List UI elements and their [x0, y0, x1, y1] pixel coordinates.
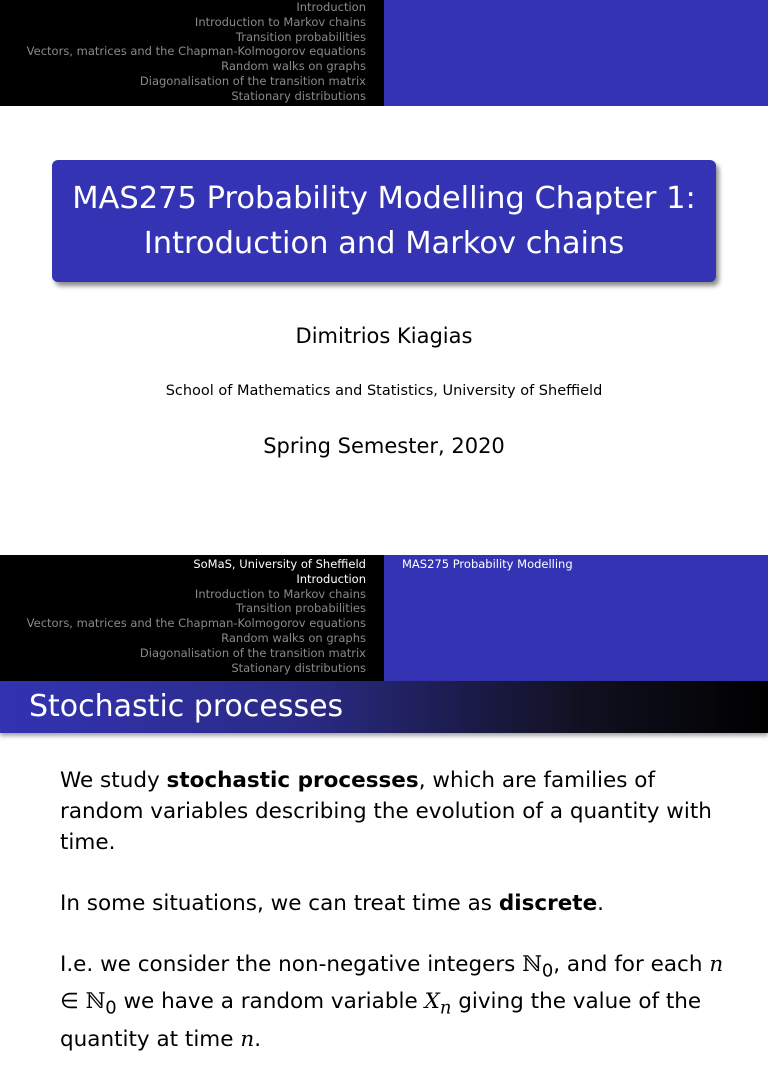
title-box: [52, 160, 716, 282]
section-nav-2: [0, 555, 384, 681]
author: Dimitrios Kiagias: [295, 324, 473, 348]
paragraph-stochastic: [60, 765, 740, 858]
nav-section-diagonalisation[interactable]: Diagonalisation of the transition matrix: [139, 645, 366, 660]
nav-section-random-walks[interactable]: Random walks on graphs: [221, 59, 366, 74]
math-x: X: [424, 989, 440, 1015]
term-discrete: discrete: [498, 891, 598, 916]
nav-section-stationary[interactable]: Stationary distributions: [231, 660, 366, 675]
nav-short-title: MAS275 Probability Modelling: [402, 557, 573, 571]
title-line-1: MAS275 Probability Modelling Chapter 1:: [72, 181, 696, 216]
term-stochastic-processes: stochastic processes: [166, 768, 419, 793]
naturals-symbol: ℕ: [85, 989, 106, 1015]
nav-section-introduction[interactable]: Introduction: [296, 0, 366, 14]
text: In some situations, we can treat time as: [60, 891, 499, 916]
nav-right-panel: [384, 0, 768, 106]
nav-section-diagonalisation[interactable]: Diagonalisation of the transition matrix: [139, 73, 366, 88]
subscript: 0: [541, 960, 554, 982]
nav-section-markov-chains[interactable]: Introduction to Markov chains: [194, 14, 366, 29]
text: .: [254, 1026, 262, 1052]
section-nav: [0, 0, 384, 106]
frame-body: [60, 765, 740, 1085]
nav-section-transition-probabilities[interactable]: Transition probabilities: [235, 601, 366, 616]
date: Spring Semester, 2020: [263, 434, 505, 458]
top-nav-bar: [0, 0, 768, 106]
nav-section-markov-chains[interactable]: Introduction to Markov chains: [194, 586, 366, 601]
nav-institute: SoMaS, University of Sheffield: [193, 557, 366, 571]
math-n: n: [240, 1026, 255, 1052]
subscript-n: n: [439, 997, 452, 1019]
text: we have a random variable: [116, 989, 425, 1015]
element-of-symbol: ∈: [60, 989, 86, 1015]
institute: School of Mathematics and Statistics, University of Sheffield: [165, 383, 603, 399]
text: We study: [60, 768, 167, 793]
nav-right-panel-2: [384, 555, 768, 681]
nav-section-chapman-kolmogorov[interactable]: Vectors, matrices and the Chapman-Kolmogorov equations: [26, 616, 366, 631]
text: , which are families of random variables describing the evolution of a quantity with time.: [60, 768, 712, 855]
nav-section-stationary[interactable]: Stationary distributions: [231, 88, 366, 103]
paragraph-discrete: [60, 888, 740, 919]
text: , and for each: [553, 952, 710, 977]
frame-title: Stochastic processes: [0, 681, 768, 733]
second-nav-bar: [0, 555, 768, 681]
math-n: n: [709, 952, 724, 977]
nav-section-random-walks[interactable]: Random walks on graphs: [221, 630, 366, 645]
text: I.e. we consider the non-negative integers: [60, 952, 523, 977]
text: .: [597, 891, 605, 916]
nav-section-chapman-kolmogorov[interactable]: Vectors, matrices and the Chapman-Kolmogorov equations: [26, 44, 366, 59]
title-line-2: Introduction and Markov chains: [143, 226, 625, 261]
paragraph-integers: [60, 949, 740, 1055]
subscript: 0: [105, 997, 117, 1019]
naturals-symbol: ℕ: [522, 952, 542, 977]
nav-section-transition-probabilities[interactable]: Transition probabilities: [235, 29, 366, 44]
text: giving the value of the quantity at time: [60, 989, 702, 1052]
nav-section-introduction-active[interactable]: Introduction: [296, 571, 366, 586]
